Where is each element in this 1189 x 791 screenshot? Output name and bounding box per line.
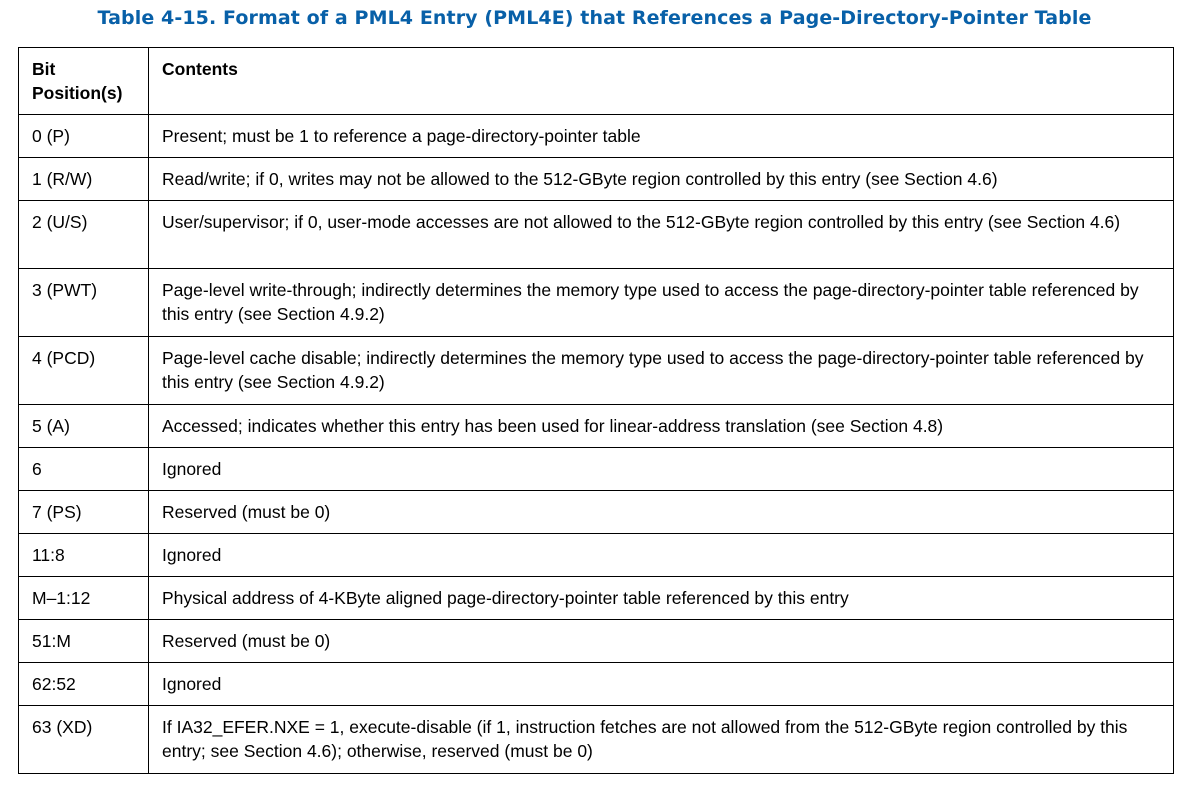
table-row (19, 337, 1174, 405)
bit-position-cell: 3 (PWT) (19, 269, 149, 337)
table-row (19, 115, 1174, 158)
bit-position-cell: 7 (PS) (19, 491, 149, 534)
bit-position-cell: M–1:12 (19, 577, 149, 620)
contents-cell: Accessed; indicates whether this entry has been used for linear-address translation (see Section 4.8) (149, 405, 1174, 448)
contents-cell: Reserved (must be 0) (149, 491, 1174, 534)
table-row (19, 663, 1174, 706)
bit-position-cell: 62:52 (19, 663, 149, 706)
header-bit-position: Bit Position(s) (19, 48, 149, 115)
contents-cell: If IA32_EFER.NXE = 1, execute-disable (if 1, instruction fetches are not allowed from the 512-GByte region controlled by this entry; see Section 4.6); otherwise, reserved (must be 0) (149, 706, 1174, 774)
contents-cell: User/supervisor; if 0, user-mode accesses are not allowed to the 512-GByte region controlled by this entry (see Section 4.6) (149, 201, 1174, 269)
contents-cell: Ignored (149, 448, 1174, 491)
bit-position-cell: 51:M (19, 620, 149, 663)
table-row (19, 201, 1174, 269)
table-row (19, 620, 1174, 663)
table-row (19, 405, 1174, 448)
header-contents: Contents (149, 48, 1174, 115)
table-row (19, 491, 1174, 534)
contents-cell: Page-level cache disable; indirectly determines the memory type used to access the page-directory-pointer table referenced by this entry (see Section 4.9.2) (149, 337, 1174, 405)
bit-position-cell: 6 (19, 448, 149, 491)
bit-position-cell: 5 (A) (19, 405, 149, 448)
pml4e-format-table (18, 47, 1174, 774)
contents-cell: Read/write; if 0, writes may not be allowed to the 512-GByte region controlled by this entry (see Section 4.6) (149, 158, 1174, 201)
contents-cell: Ignored (149, 534, 1174, 577)
contents-cell: Ignored (149, 663, 1174, 706)
contents-cell: Physical address of 4-KByte aligned page-directory-pointer table referenced by this entry (149, 577, 1174, 620)
table-row (19, 448, 1174, 491)
bit-position-cell: 4 (PCD) (19, 337, 149, 405)
contents-cell: Present; must be 1 to reference a page-directory-pointer table (149, 115, 1174, 158)
bit-position-cell: 0 (P) (19, 115, 149, 158)
contents-cell: Reserved (must be 0) (149, 620, 1174, 663)
bit-position-cell: 11:8 (19, 534, 149, 577)
table-row (19, 158, 1174, 201)
table-title: Table 4-15. Format of a PML4 Entry (PML4E) that References a Page-Directory-Pointer Table (97, 7, 1092, 29)
bit-position-cell: 63 (XD) (19, 706, 149, 774)
table-row (19, 577, 1174, 620)
bit-position-cell: 2 (U/S) (19, 201, 149, 269)
contents-cell: Page-level write-through; indirectly determines the memory type used to access the page-directory-pointer table referenced by this entry (see Section 4.9.2) (149, 269, 1174, 337)
table-row (19, 534, 1174, 577)
table-row (19, 706, 1174, 774)
bit-position-cell: 1 (R/W) (19, 158, 149, 201)
table-header-row (19, 48, 1174, 115)
table-row (19, 269, 1174, 337)
